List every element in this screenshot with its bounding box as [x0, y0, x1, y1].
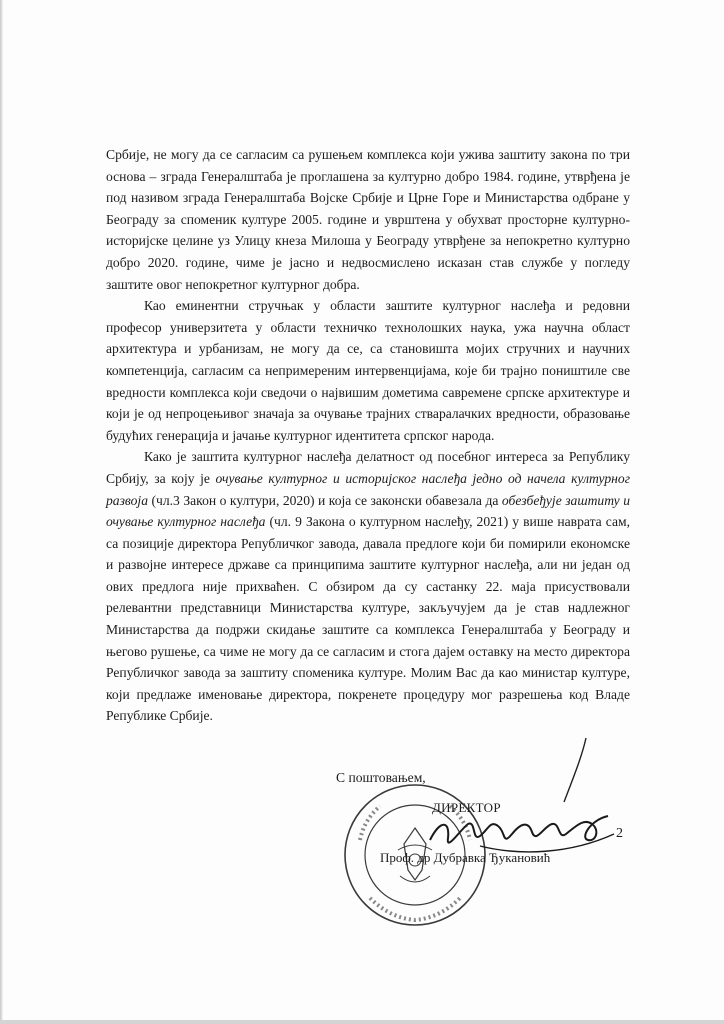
italic-quote: обезбеђује заштиту и очување културног наслеђа	[106, 492, 630, 530]
closing-salutation: С поштовањем,	[336, 770, 426, 785]
signer-name: Проф. др Дубравка Ђукановић	[380, 850, 551, 865]
body-paragraph	[106, 144, 630, 295]
paragraph-text: Како је заштита културног наслеђа делатност од посебног интереса за Републику Србију, за коју је	[106, 449, 630, 486]
paragraph-text: (чл. 9 Закона о културном наслеђу, 2021) у више наврата сам, са позиције директора Републичког завода, давала предлоге који би помирили економске и развојне интересе државе са принципима заштите културног наслеђа, али ни један од ових предлога није прихваћен. С обзиром да су састанку 22. маја присуствовали релевантни представници Министарства културе, закључујем да је став надлежног Министарства да подржи скидање заштите са комплекса Генералштаба у Београду и његово рушење, са чиме не могу да се сагласим и стога дајем оставку на место директора Републичког завода за заштиту споменика културе. Молим Вас да као министар културе, који предлаже именовање директора, покренете процедуру мог разрешења код Владе Републике Србије.	[106, 514, 630, 724]
body-paragraph	[106, 295, 630, 446]
scan-edge-left	[0, 0, 3, 1024]
paragraph-text: Као еминентни стручњак у области заштите културног наслеђа и редовни професор универзитета у области техничко технолошких наука, ужа научна област архитектура и урбанизам, не могу да се, са становишта мојих стручних и научних компетенција, сагласим са непримереним интервенцијама, које би трајно поништиле све вредности комплекса који сведочи о највишим дометима савремене српске архитектуре и који је од непроцењивог значаја за очување трајних стваралачких вредности, образовање будућих генерација и јачање културног идентитета српског народа.	[106, 298, 630, 443]
paragraph-text: (чл.3 Закон о култури, 2020) и која се законски обавезала да	[148, 492, 502, 508]
italic-quote: очување културног и историјског наслеђа једно од начела културног развоја	[106, 470, 631, 508]
scan-edge-bottom	[0, 1020, 724, 1024]
body-paragraph	[106, 446, 630, 727]
pen-stroke-mark	[560, 736, 590, 806]
letter-body	[106, 144, 630, 727]
paragraph-text: Србије, не могу да се сагласим са рушењем комплекса који ужива заштиту закона по три основа – зграда Генералштаба је проглашена за културно добро 1984. године, утврђена је под називом зграда Генералштаба Војске Србије и Црне Горе и Министарства одбране у Београду за споменик културе 2005. године и уврштена у обухват просторне културно-историјске целине уз Улицу кнеза Милоша у Београду утврђене за непокретно културно добро 2020. године, чиме је јасно и недвосмислено исказан став службе у погледу заштите овог непокретног културног добра.	[106, 147, 630, 292]
page-number: 2	[616, 826, 623, 841]
director-title: ДИРЕКТОР	[432, 800, 501, 815]
